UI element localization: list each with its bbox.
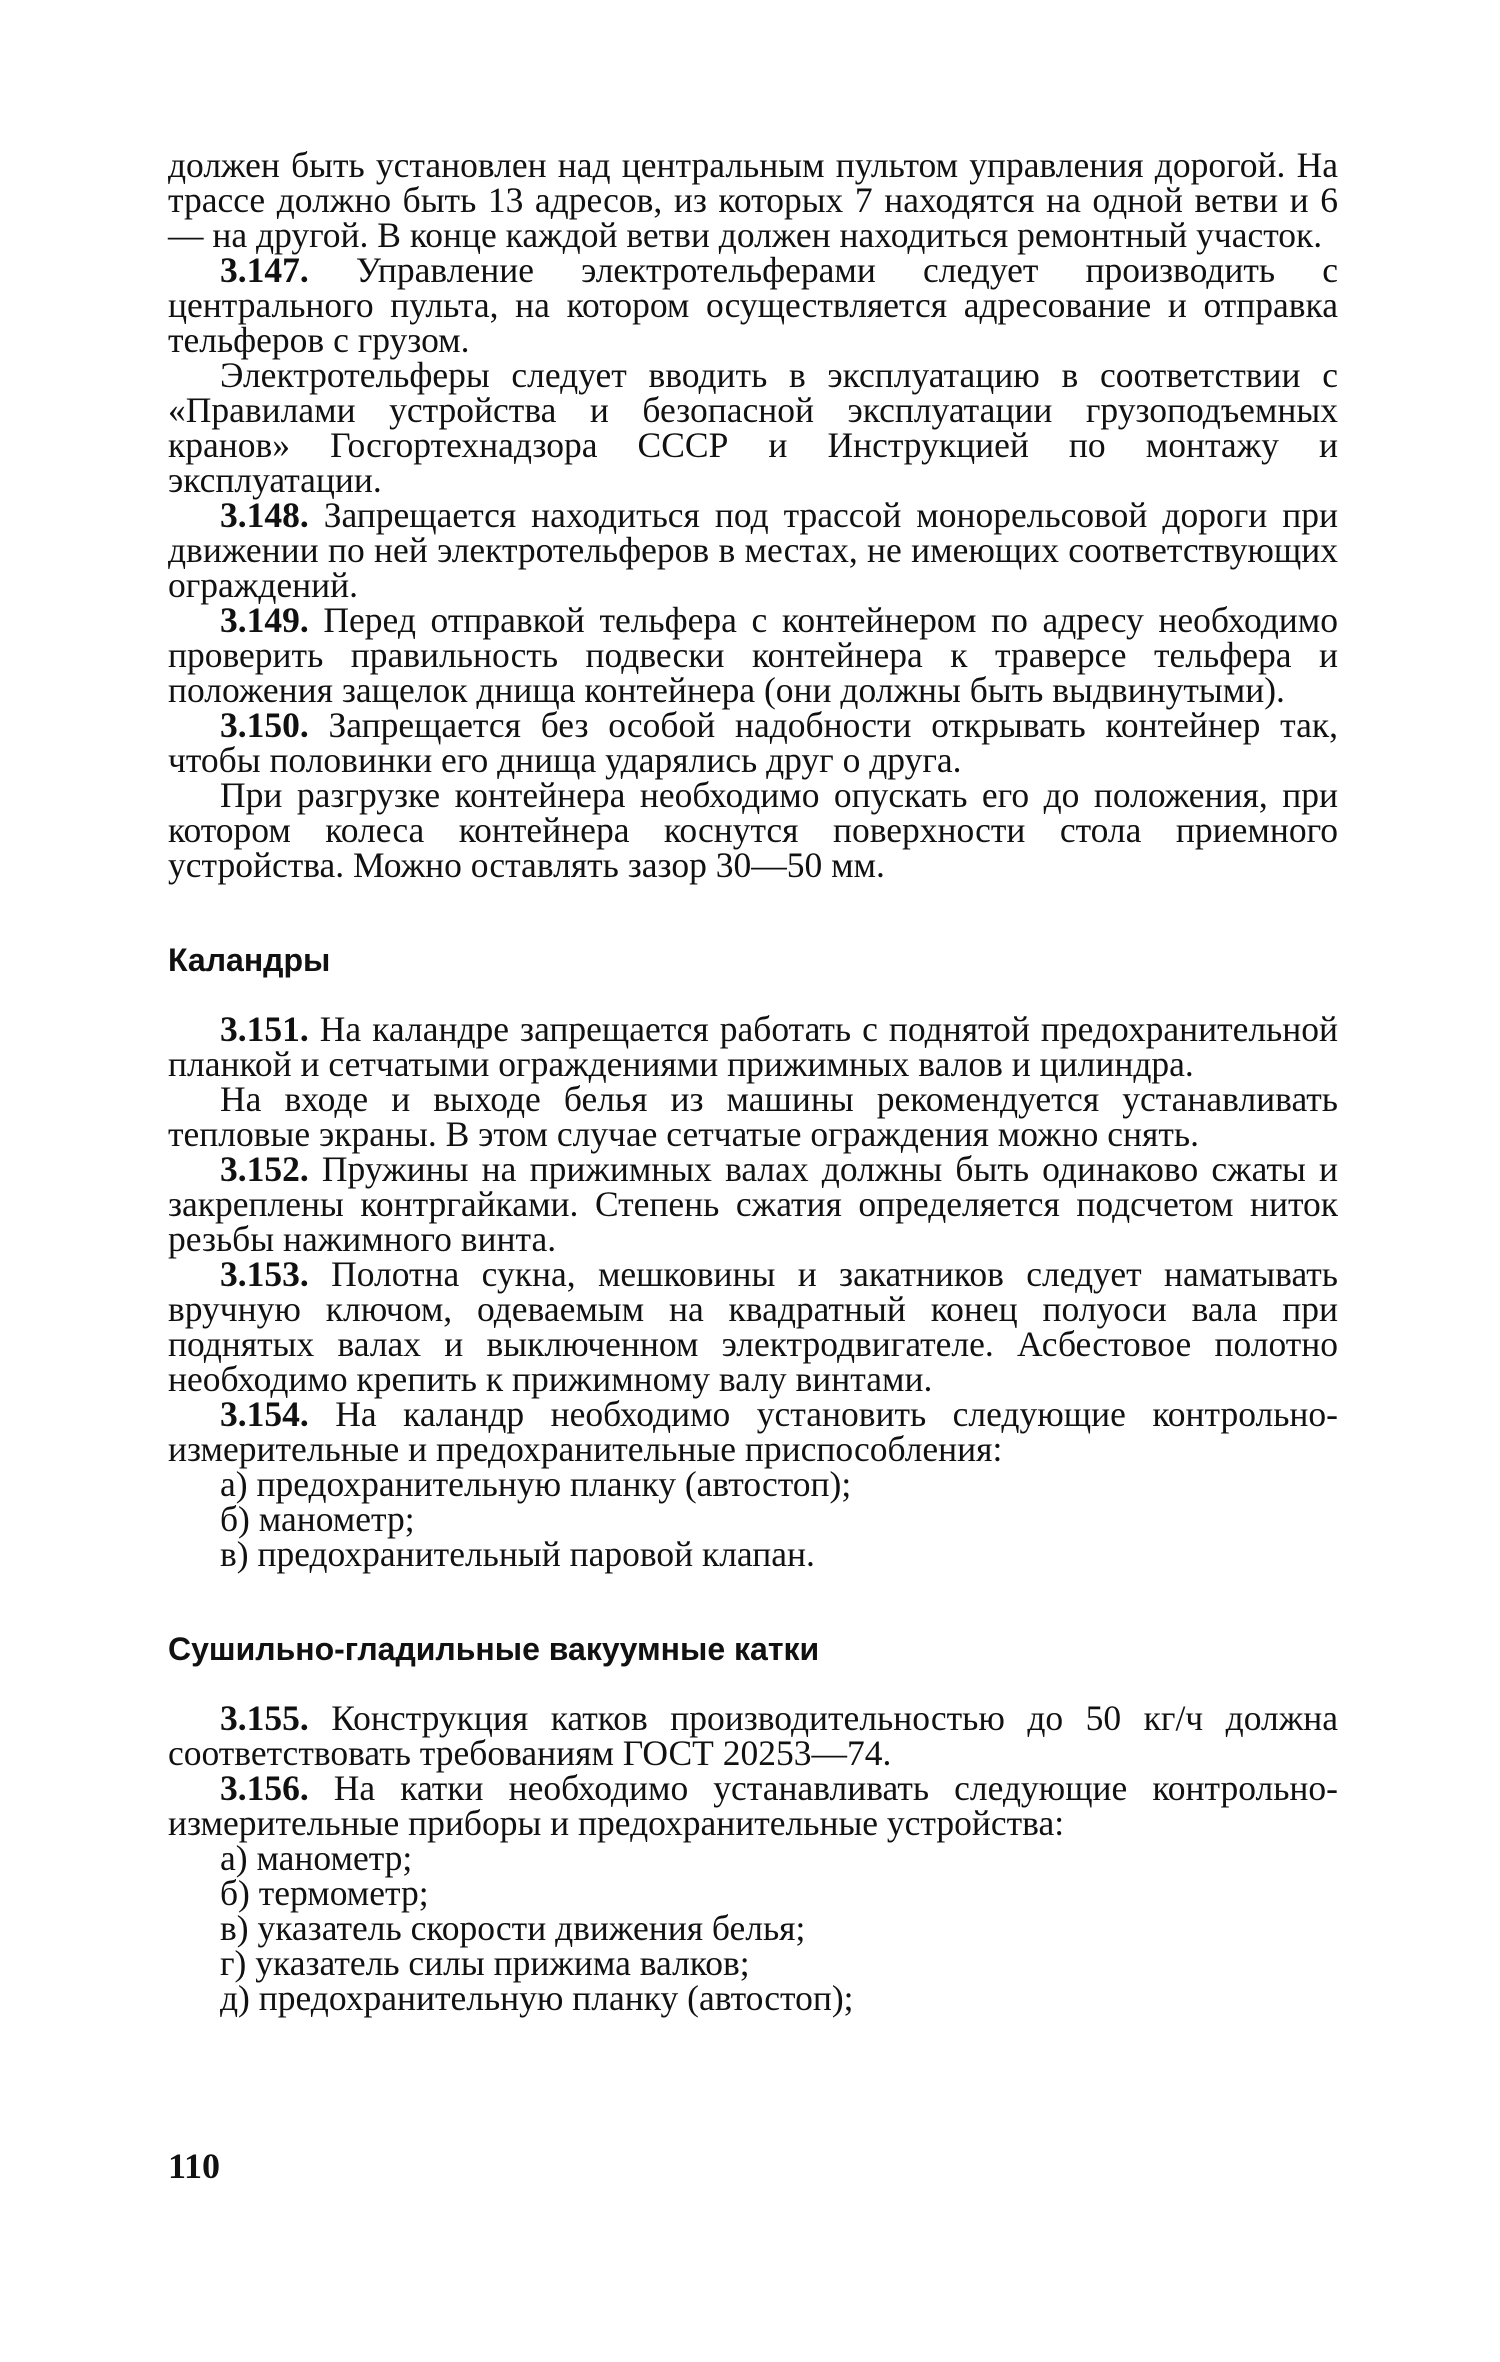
section-heading-vacuum-ironers: Сушильно-гладильные вакуумные катки (168, 1631, 820, 1667)
paragraph-3-152 (168, 1149, 1338, 1259)
paragraph-number: 3.150. (220, 705, 309, 745)
paragraph (168, 355, 1338, 500)
text-block-1 (168, 145, 1338, 885)
list-item: б) термометр; (220, 1873, 429, 1913)
paragraph-number: 3.149. (220, 600, 309, 640)
paragraph-number: 3.148. (220, 495, 309, 535)
paragraph (168, 775, 1338, 885)
paragraph-number: 3.153. (220, 1254, 309, 1294)
paragraph-number: 3.156. (220, 1768, 309, 1808)
paragraph-3-150 (168, 705, 1338, 780)
page-number: 110 (168, 2146, 221, 2186)
paragraph-3-153 (168, 1254, 1338, 1399)
paragraph-number: 3.152. (220, 1149, 309, 1189)
paragraph-3-155 (168, 1698, 1338, 1773)
paragraph-text: Электротельферы следует вводить в эксплуатацию в соответствии с «Правилами устройства и безопасной эксплуатации грузоподъемных кранов» Госгортехнадзора СССР и Инструкцией по монтажу и эксплуатации. (168, 355, 1338, 500)
paragraph-text: должен быть установлен над центральным пультом управления дорогой. На трассе должно быть 13 адресов, из которых 7 находятся на одной ветви и 6 — на другой. В конце каждой ветви должен находиться ремонтный участок. (168, 145, 1338, 255)
paragraph-number: 3.155. (220, 1698, 309, 1738)
paragraph-3-149 (168, 600, 1338, 710)
section-heading-calenders: Каландры (168, 942, 331, 978)
paragraph-3-148 (168, 495, 1338, 605)
paragraph-text: Конструкция катков производительностью до 50 кг/ч должна соответствовать требованиям ГОСТ 20253—74. (168, 1698, 1338, 1773)
paragraph-text: Полотна сукна, мешковины и закатников следует наматывать вручную ключом, одеваемым на квадратный конец полуоси вала при поднятых валах и выключенном электродвигателе. Асбестовое полотно необходимо крепить к прижимному валу винтами. (168, 1254, 1338, 1399)
paragraph-3-156 (168, 1768, 1338, 1843)
paragraph-text: На каландре запрещается работать с поднятой предохранительной планкой и сетчатыми ограждениями прижимных валов и цилиндра. (168, 1009, 1338, 1084)
paragraph-text: Пружины на прижимных валах должны быть одинаково сжаты и закреплены контргайками. Степень сжатия определяется подсчетом ниток резьбы нажимного винта. (168, 1149, 1338, 1259)
text-block-3 (168, 1698, 1338, 2018)
paragraph-number: 3.151. (220, 1009, 309, 1049)
page-body (168, 145, 1338, 2018)
list-item: д) предохранительную планку (автостоп); (220, 1978, 854, 2018)
paragraph (168, 1079, 1338, 1154)
paragraph-continuation (168, 145, 1338, 255)
list-item: в) указатель скорости движения белья; (220, 1908, 806, 1948)
paragraph-text: При разгрузке контейнера необходимо опускать его до положения, при котором колеса контейнера коснутся поверхности стола приемного устройства. Можно оставлять зазор 30—50 мм. (168, 775, 1338, 885)
list-item: б) манометр; (220, 1499, 415, 1539)
paragraph-3-151 (168, 1009, 1338, 1084)
paragraph-text: На входе и выходе белья из машины рекомендуется устанавливать тепловые экраны. В этом случае сетчатые ограждения можно снять. (168, 1079, 1338, 1154)
paragraph-text: На каландр необходимо установить следующие контрольно-измерительные и предохранительные приспособления: (168, 1394, 1338, 1469)
paragraph-3-154 (168, 1394, 1338, 1469)
paragraph-3-147 (168, 250, 1338, 360)
text-block-2 (168, 1009, 1338, 1574)
paragraph-number: 3.154. (220, 1394, 309, 1434)
paragraph-text: Запрещается без особой надобности открывать контейнер так, чтобы половинки его днища ударялись друг о друга. (168, 705, 1338, 780)
list-item: а) манометр; (220, 1838, 413, 1878)
paragraph-text: На катки необходимо устанавливать следующие контрольно-измерительные приборы и предохранительные устройства: (168, 1768, 1338, 1843)
list-item: г) указатель силы прижима валков; (220, 1943, 750, 1983)
paragraph-text: Управление электротельферами следует производить с центрального пульта, на котором осуществляется адресование и отправка тельферов с грузом. (168, 250, 1338, 360)
paragraph-text: Перед отправкой тельфера с контейнером по адресу необходимо проверить правильность подвески контейнера к траверсе тельфера и положения защелок днища контейнера (они должны быть выдвинутыми). (168, 600, 1338, 710)
list-item: а) предохранительную планку (автостоп); (220, 1464, 852, 1504)
paragraph-text: Запрещается находиться под трассой монорельсовой дороги при движении по ней электротельферов в местах, не имеющих соответствующих ограждений. (168, 495, 1338, 605)
paragraph-number: 3.147. (220, 250, 309, 290)
list-item: в) предохранительный паровой клапан. (220, 1534, 815, 1574)
